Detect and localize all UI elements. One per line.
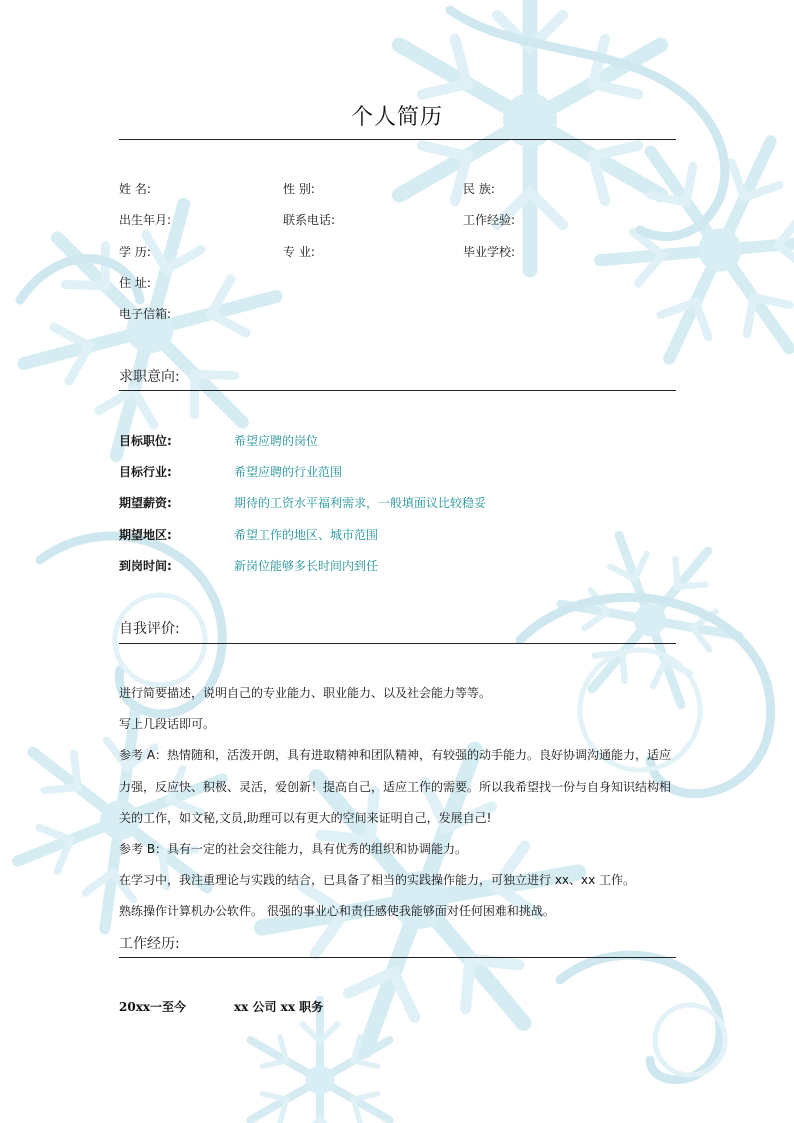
self-evaluation-line: 熟练操作计算机办公软件。 很强的事业心和责任感使我能够面对任何困难和挑战。 bbox=[119, 904, 555, 918]
expected-salary-value: 期待的工资水平福利需求，一般填面议比较稳妥 bbox=[234, 496, 487, 510]
expected-region-value: 希望工作的地区、城市范围 bbox=[234, 528, 379, 542]
self-evaluation-line: 力强，反应快、积极、灵活，爱创新！提高自己，适应工作的需要。所以我希望找一份与自身知识结构相 bbox=[119, 780, 672, 794]
expected-region-label: 期望地区: bbox=[119, 528, 172, 542]
work-history-heading: 工作经历: bbox=[119, 936, 180, 952]
job-intent-divider bbox=[119, 390, 676, 391]
name-label: 姓 名: bbox=[119, 182, 151, 196]
self-evaluation-line: 关的工作，如文秘,文员,助理可以有更大的空间来证明自己，发展自己! bbox=[119, 811, 492, 825]
self-evaluation-line: 参考 B：具有一定的社会交往能力，具有优秀的组织和协调能力。 bbox=[119, 842, 468, 856]
ethnicity-label: 民 族: bbox=[463, 182, 495, 196]
school-label: 毕业学校: bbox=[463, 245, 516, 259]
email-label: 电子信箱: bbox=[119, 307, 172, 321]
self-evaluation-heading: 自我评价: bbox=[119, 621, 180, 637]
target-position-label: 目标职位: bbox=[119, 434, 172, 448]
work-company-position: xx 公司 xx 职务 bbox=[234, 1000, 324, 1014]
work-period: 20xx一至今 bbox=[119, 1000, 187, 1014]
self-evaluation-line: 在学习中，我注重理论与实践的结合，已具备了相当的实践操作能力，可独立进行 xx、xx 工作。 bbox=[119, 873, 636, 887]
target-industry-label: 目标行业: bbox=[119, 465, 172, 479]
expected-salary-label: 期望薪资: bbox=[119, 496, 172, 510]
phone-label: 联系电话: bbox=[283, 213, 336, 227]
job-intent-heading: 求职意向: bbox=[119, 369, 180, 385]
work-history-divider bbox=[119, 957, 676, 958]
self-evaluation-line: 写上几段话即可。 bbox=[119, 717, 216, 731]
work-experience-label: 工作经验: bbox=[463, 213, 516, 227]
self-evaluation-divider bbox=[119, 643, 676, 644]
gender-label: 性 别: bbox=[283, 182, 315, 196]
title-divider bbox=[119, 139, 676, 140]
page-title: 个人简历 bbox=[350, 105, 443, 130]
birth-date-label: 出生年月: bbox=[119, 213, 172, 227]
address-label: 住 址: bbox=[119, 276, 151, 290]
major-label: 专 业: bbox=[283, 245, 315, 259]
target-industry-value: 希望应聘的行业范围 bbox=[234, 465, 343, 479]
education-label: 学 历: bbox=[119, 245, 151, 259]
target-position-value: 希望应聘的岗位 bbox=[234, 434, 319, 448]
self-evaluation-line: 参考 A：热情随和，活泼开朗，具有进取精神和团队精神，有较强的动手能力。良好协调沟通能力，适应 bbox=[119, 748, 672, 762]
self-evaluation-line: 进行简要描述，说明自己的专业能力、职业能力、以及社会能力等等。 bbox=[119, 686, 492, 700]
start-time-value: 新岗位能够多长时间内到任 bbox=[234, 559, 379, 573]
start-time-label: 到岗时间: bbox=[119, 559, 172, 573]
